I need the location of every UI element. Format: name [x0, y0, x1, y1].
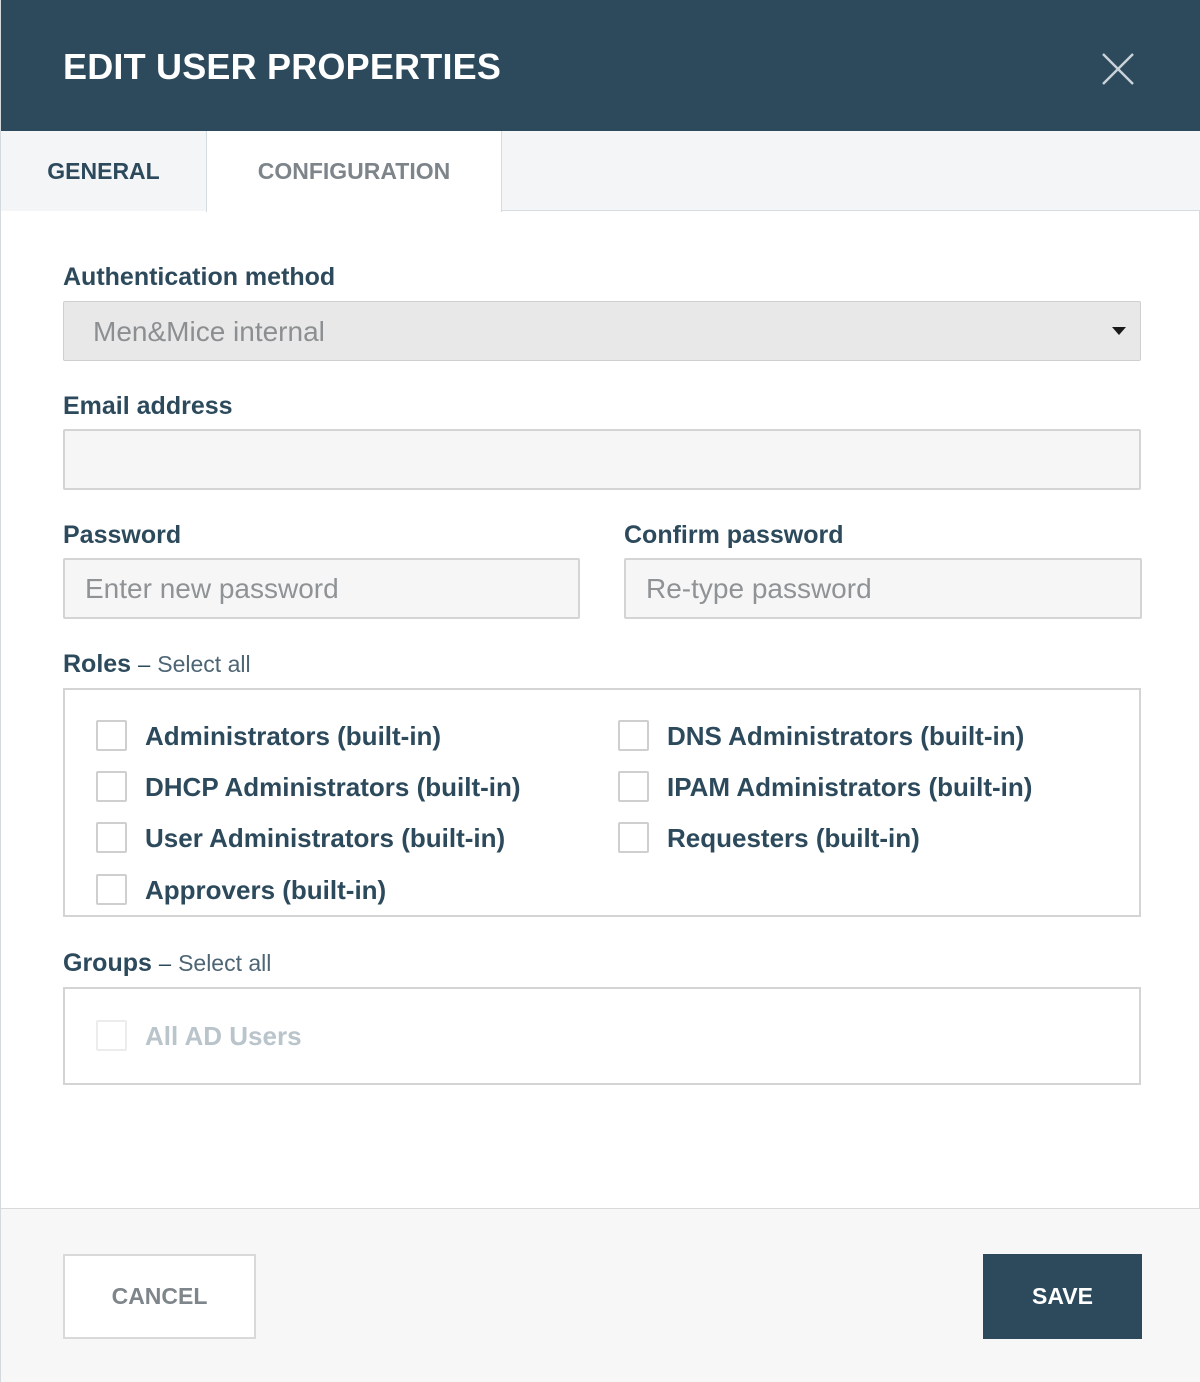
role-label: Approvers (built-in) [145, 874, 387, 905]
email-label: Email address [63, 392, 233, 420]
cancel-button[interactable]: CANCEL [63, 1254, 256, 1339]
role-label: User Administrators (built-in) [145, 822, 506, 853]
role-checkbox-administrators[interactable] [96, 720, 441, 751]
roles-select-all-link[interactable]: Select all [157, 651, 251, 677]
dialog-title: EDIT USER PROPERTIES [63, 46, 502, 87]
checkbox[interactable] [618, 771, 649, 802]
groups-dash: – [158, 951, 172, 976]
confirm-password-field[interactable] [624, 558, 1142, 619]
save-button[interactable]: SAVE [983, 1254, 1142, 1339]
groups-select-all-link[interactable]: Select all [178, 950, 272, 976]
role-checkbox-dns-administrators[interactable] [618, 720, 1024, 751]
role-checkbox-approvers[interactable] [96, 874, 386, 905]
role-checkbox-user-administrators[interactable] [96, 822, 505, 853]
roles-heading [63, 649, 251, 680]
dialog-footer [1, 1208, 1200, 1382]
checkbox[interactable] [96, 874, 127, 905]
tab-configuration[interactable]: CONFIGURATION [206, 131, 502, 212]
role-label: DNS Administrators (built-in) [667, 720, 1025, 751]
tab-bar [1, 131, 1200, 211]
role-checkbox-ipam-administrators[interactable] [618, 771, 1032, 802]
role-checkbox-requesters[interactable] [618, 822, 920, 853]
group-label: All AD Users [145, 1020, 302, 1051]
checkbox[interactable] [96, 771, 127, 802]
close-button[interactable] [1097, 48, 1139, 90]
caret-down-icon [1112, 327, 1126, 335]
groups-heading [63, 948, 271, 979]
password-label: Password [63, 521, 182, 549]
auth-method-label: Authentication method [63, 263, 336, 291]
dialog-header [1, 0, 1200, 131]
roles-dash: – [138, 652, 151, 677]
checkbox[interactable] [96, 822, 127, 853]
confirm-password-label: Confirm password [624, 521, 844, 549]
role-checkbox-dhcp-administrators[interactable] [96, 771, 521, 802]
roles-box [63, 688, 1141, 917]
auth-method-select[interactable] [63, 301, 1141, 361]
checkbox [96, 1020, 127, 1051]
close-icon [1097, 48, 1139, 90]
checkbox[interactable] [618, 822, 649, 853]
checkbox[interactable] [618, 720, 649, 751]
groups-box [63, 987, 1141, 1085]
email-field[interactable] [63, 429, 1141, 490]
roles-label: Roles [63, 650, 132, 678]
tab-general[interactable]: GENERAL [1, 131, 206, 211]
auth-method-value: Men&Mice internal [93, 316, 325, 347]
role-label: Requesters (built-in) [667, 822, 920, 853]
group-checkbox-all-ad-users [96, 1020, 302, 1051]
groups-label: Groups [63, 949, 152, 977]
role-label: IPAM Administrators (built-in) [667, 771, 1033, 802]
role-label: DHCP Administrators (built-in) [145, 771, 521, 802]
role-label: Administrators (built-in) [145, 720, 442, 751]
password-field[interactable] [63, 558, 580, 619]
checkbox[interactable] [96, 720, 127, 751]
